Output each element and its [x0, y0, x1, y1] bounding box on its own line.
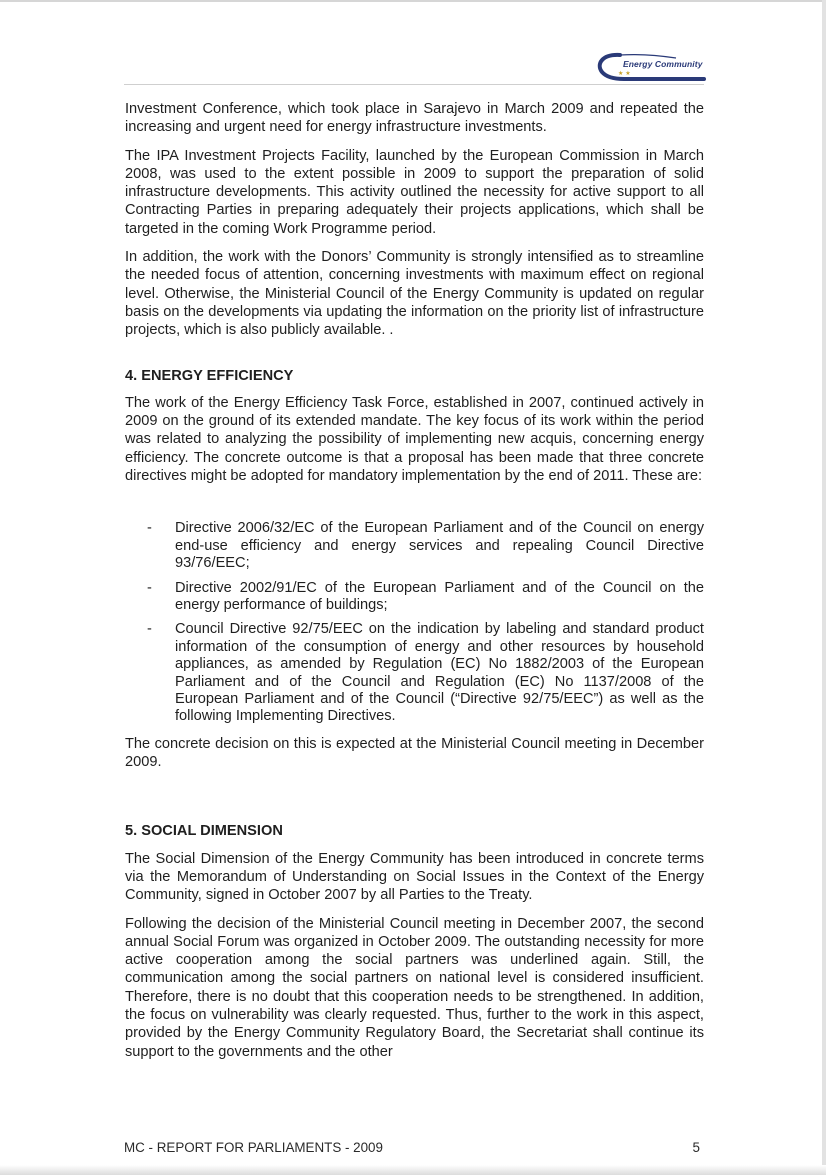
document-body	[125, 100, 704, 1071]
paragraph-energy-efficiency-intro: The work of the Energy Efficiency Task Force, established in 2007, continued actively in 2009 on the ground of its extended mandate. The key focus of its work within the period was related to analyzing the possibility of implementing new acquis, concerning energy efficiency. The concrete outcome is that a proposal has been made that three concrete directives might be adopted for mandatory implementation by the end of 2011. These are:	[125, 394, 704, 485]
header-rule	[124, 84, 704, 85]
directives-list	[125, 520, 704, 725]
paragraph-ipa-facility: The IPA Investment Projects Facility, launched by the European Commission in March 2008, was used to the extent possible in 2009 to support the preparation of solid infrastructure developments. This activity outlined the necessity for active support to all Contracting Parties in preparing adequately their projects applications, which shall be targeted in the coming Work Programme period.	[125, 147, 704, 237]
page-bottom-shadow	[0, 1165, 826, 1175]
bullet-dash: -	[147, 520, 152, 537]
paragraph-investment-conference: Investment Conference, which took place in Sarajevo in March 2009 and repeated the increasing and urgent need for energy infrastructure investments.	[125, 101, 704, 136]
list-item-text: Directive 2006/32/EC of the European Parliament and of the Council on energy end-use efficiency and energy services and repealing Council Directive 93/76/EEC;	[175, 520, 704, 572]
bullet-dash: -	[147, 621, 152, 638]
paragraph-social-dimension-intro: The Social Dimension of the Energy Community has been introduced in concrete terms via the Memorandum of Understanding on Social Issues in the Context of the Energy Community, signed in October 2007 by all Parties to the Treaty.	[125, 850, 704, 904]
list-item-text: Directive 2002/91/EC of the European Parliament and of the Council on the energy performance of buildings;	[175, 579, 704, 613]
paragraph-donors-community: In addition, the work with the Donors’ Community is strongly intensified as to streamline the needed focus of attention, concerning investments with maximum effect on regional level. Otherwise, the Ministerial Council of the Energy Community is updated on regular basis on the developments via updating the information on the priority list of infrastructure projects, which is also publicly available. .	[125, 249, 704, 339]
page-right-edge	[822, 0, 826, 1175]
paragraph-energy-efficiency-closing: The concrete decision on this is expected at the Ministerial Council meeting in December 2009.	[125, 735, 704, 771]
list-item-text: Council Directive 92/75/EEC on the indication by labeling and standard product information of the consumption of energy and other resources by household appliances, as amended by Regulation (EC) No 1882/2003 of the European Parliament and of the Council and Regulation (EC) No 1137/2008 of the European Parliament and of the Council (“Directive 92/75/EEC”) as well as the following Implementing Directives.	[175, 621, 704, 725]
page-number: 5	[692, 1140, 700, 1155]
page-top-edge	[0, 0, 826, 2]
energy-community-logo	[596, 50, 708, 84]
list-item	[125, 580, 704, 615]
section-heading-social-dimension: 5. SOCIAL DIMENSION	[125, 823, 283, 840]
list-item	[125, 520, 704, 572]
list-item	[125, 621, 704, 725]
logo-text: Energy Community	[623, 59, 703, 69]
svg-text:★ ★: ★ ★	[618, 70, 631, 77]
bullet-dash: -	[147, 579, 152, 596]
section-heading-energy-efficiency: 4. ENERGY EFFICIENCY	[125, 367, 294, 384]
paragraph-social-forum: Following the decision of the Ministerial Council meeting in December 2007, the second annual Social Forum was organized in October 2009. The outstanding necessity for more active cooperation among the social partners was underlined again. Still, the communication among the social partners on national level is considered insufficient. Therefore, there is no doubt that this cooperation needs to be strengthened. In addition, the focus on vulnerability was clearly requested. Thus, further to the work in this aspect, provided by the Energy Community Regulatory Board, the Secretariat shall continue its support to the governments and the other	[125, 915, 704, 1060]
footer-title: MC - REPORT FOR PARLIAMENTS - 2009	[124, 1140, 383, 1155]
